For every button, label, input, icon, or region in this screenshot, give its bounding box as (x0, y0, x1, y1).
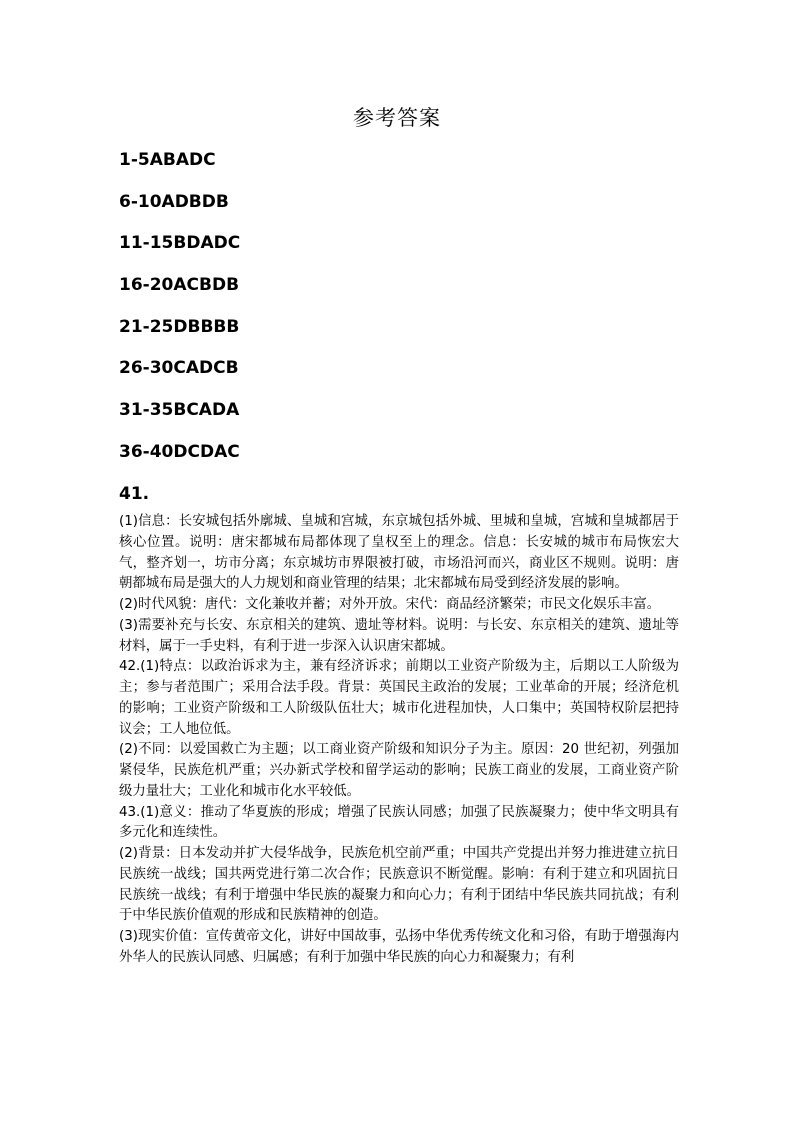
answer-group: 11-15BDADC (119, 233, 241, 254)
answer-group: 6-10ADBDB (119, 191, 229, 212)
answer-group: 36-40DCDAC (119, 441, 240, 462)
answer-paragraph: 43.(1)意义：推动了华夏族的形成；增强了民族认同感；加强了民族凝聚力；使中华文明具有多元化和连续性。 (119, 804, 679, 841)
answer-group: 26-30CADCB (119, 358, 239, 379)
question-number: 41. (119, 483, 150, 504)
answer-group: 1-5ABADC (119, 150, 216, 170)
answer-paragraph: (2)时代风貌：唐代：文化兼收并蓄；对外开放。宋代：商品经济繁荣；市民文化娱乐丰富。 (119, 597, 661, 612)
answer-group: 21-25DBBBB (119, 316, 240, 337)
answer-body (119, 512, 679, 969)
answer-list (119, 147, 240, 522)
answer-group: 16-20ACBDB (119, 275, 240, 296)
page-title: 参考答案 (353, 106, 441, 130)
answer-paragraph: (2)背景：日本发动并扩大侵华战争，民族危机空前严重；中国共产党提出并努力推进建立抗日民族统一战线；国共两党进行第二次合作；民族意识不断觉醒。影响：有利于建立和巩固抗日民族统一战线；有利于增强中华民族的凝聚力和向心力；有利于团结中华民族共同抗战；有利于中华民族价值观的形成和民族精神的创造。 (119, 846, 679, 924)
answer-group: 31-35BCADA (119, 400, 240, 421)
answer-paragraph: (2)不同：以爱国救亡为主题；以工商业资产阶级和知识分子为主。原因：20 世纪初，列强加紧侵华，民族危机严重；兴办新式学校和留学运动的影响；民族工商业的发展，工商业资产阶级力量壮大；工业化和城市化水平较低。 (119, 742, 679, 799)
answer-paragraph: 42.(1)特点：以政治诉求为主，兼有经济诉求；前期以工业资产阶级为主，后期以工人阶级为主；参与者范围广；采用合法手段。背景：英国民主政治的发展；工业革命的开展；经济危机的影响；工业资产阶级和工人阶级队伍壮大；城市化进程加快，人口集中；英国特权阶层把持议会；工人地位低。 (119, 659, 679, 737)
answer-paragraph: (3)现实价值：宣传黄帝文化，讲好中国故事，弘扬中华优秀传统文化和习俗，有助于增强海内外华人的民族认同感、归属感；有利于加强中华民族的向心力和凝聚力；有利 (119, 929, 679, 965)
answer-paragraph: (1)信息：长安城包括外廓城、皇城和宫城，东京城包括外城、里城和皇城，宫城和皇城都居于核心位置。说明：唐宋都城布局都体现了皇权至上的理念。信息：长安城的城市布局恢宏大气，整齐划一，坊市分离；东京城坊市界限被打破，市场沿河而兴，商业区不规则。说明：唐朝都城布局是强大的人力规划和商业管理的结果；北宋都城布局受到经济发展的影响。 (119, 514, 679, 592)
answer-paragraph: (3)需要补充与长安、东京相关的建筑、遗址等材料。说明：与长安、东京相关的建筑、遗址等材料，属于一手史料，有利于进一步深入认识唐宋都城。 (119, 617, 679, 654)
